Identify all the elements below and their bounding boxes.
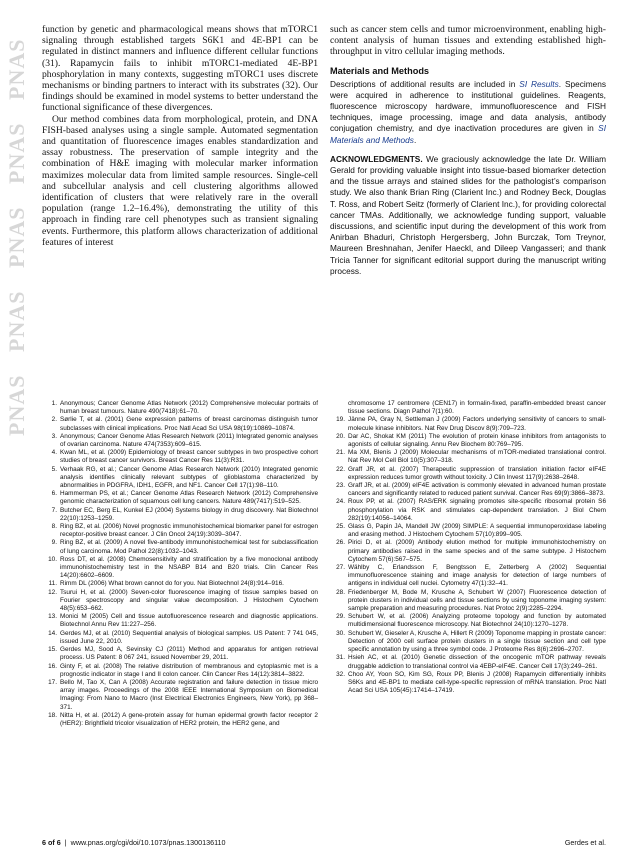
reference-number: 28. <box>336 588 345 596</box>
reference-number: 32. <box>336 670 345 678</box>
page-number: 6 of 6 <box>42 838 61 847</box>
references-left-column <box>42 400 318 728</box>
reference-text: Ring BZ, et al. (2009) A novel five-antibody immunohistochemical test for subclassification of lung carcinoma. Mod Pathol 22(8):1032–1043. <box>60 539 318 555</box>
reference-item <box>42 712 318 728</box>
reference-number: 9. <box>51 539 57 547</box>
reference-item <box>330 671 606 696</box>
reference-item <box>42 663 318 679</box>
reference-number: 6. <box>51 490 57 498</box>
reference-number: 1. <box>51 400 57 407</box>
reference-number: 5. <box>51 465 57 473</box>
reference-text: Dar AC, Shokat KM (2011) The evolution of protein kinase inhibitors from antagonists to agonists of cellular signaling. Annu Rev Biochem 80:769–795. <box>348 432 606 449</box>
reference-item <box>42 523 318 539</box>
page-footer <box>42 838 606 848</box>
reference-text: chromosome 17 centromere (CEN17) in formalin-fixed, paraffin-embedded breast cancer tissue sections. Diagn Pathol 7(1):60. <box>348 400 606 416</box>
reference-text: Schubert W, Gieseler A, Krusche A, Hillert R (2009) Toponome mapping in prostate cancer: Detection of 2000 cell surface protein clusters in a single tissue section and cell type specific annotation by using a three symbol code. J Proteome Res 8(6):2696–2707. <box>348 629 606 654</box>
reference-text: Verhaak RG, et al.; Cancer Genome Atlas Research Network (2010) Integrated genomic analysis identifies clinically relevant subtypes of glioblastoma characterized by abnormalities in PDGFRA, IDH1, EGFR, and NF1. Cancer Cell 17(1):98–110. <box>60 465 318 490</box>
si-methods-link[interactable]: SI Materials and Methods <box>330 123 606 145</box>
reference-number: 20. <box>336 432 345 440</box>
reference-text: Ring BZ, et al. (2006) Novel prognostic immunohistochemical biomarker panel for estrogen receptor-positive breast cancer. J Clin Oncol 24(19):3039–3047. <box>60 523 318 539</box>
reference-text: Roux PP, et al. (2007) RAS/ERK signaling promotes site-specific ribosomal protein S6 phosphorylation via RSK and stimulates cap-dependent translation. J Biol Chem 282(19):14056–14064. <box>348 498 606 522</box>
reference-number: 19. <box>336 416 345 424</box>
reference-text: Hsieh AC, et al. (2010) Genetic dissection of the oncogenic mTOR pathway reveals druggable addiction to translational control via 4EBP-eIF4E. Cancer Cell 17(3):249–261. <box>348 654 606 670</box>
reference-text: Nitta H, et al. (2012) A gene-protein assay for human epidermal growth factor receptor 2 (HER2): Brightfield tricolor visualization of HER2 protein, the HER2 gene, and <box>60 711 318 727</box>
reference-number: 23. <box>336 482 345 490</box>
reference-text: Rimm DL (2006) What brown cannot do for you. Nat Biotechnol 24(8):914–916. <box>60 580 284 588</box>
reference-text: Pirici D, et al. (2009) Antibody elution method for multiple immunohistochemistry on primary antibodies raised in the same species and of the same subtype. J Histochem Cytochem 57(6):567–575. <box>348 539 606 563</box>
footer-left: 6 of 6 | www.pnas.org/cgi/doi/10.1073/pnas.1300136110 <box>42 838 226 847</box>
reference-number: 18. <box>48 711 57 719</box>
pnas-logo-word: PNAS <box>4 374 29 436</box>
pnas-logo-word: PNAS <box>4 38 29 100</box>
reference-text: Sørlie T, et al. (2001) Gene expression patterns of breast carcinomas distinguish tumor subclasses with clinical implications. Proc Natl Acad Sci USA 98(19):10869–10874. <box>60 416 318 432</box>
reference-number: 3. <box>51 432 57 440</box>
reference-item <box>330 523 606 539</box>
acknowledgments-text: We graciously acknowledge the late Dr. William Gerald for providing valuable insight into tissue-based biomarker detection and the tissue arrays and stained slides for the pathologist’s comparison study. We also thank Brian Ring (Clarient Inc.) and Rodney Beck, Douglas T. Ross, and Robert Seitz (formerly of Clarient Inc.), for providing colorectal cancer TMAs. Additionally, we acknowledge funding support, valuable discussions, and scientific input during the development of this work from Anirban Bhaduri, Christoph Hergersberg, John Burczak, Tom Treynor, Maureen Breshnahan, Jenifer Haeckl, and Dileep Vangasseri; and thank Tricia Tanner for significant editorial support during the manuscript writing process. <box>330 153 606 276</box>
discussion-column-left <box>42 24 318 248</box>
reference-item <box>330 416 606 432</box>
body-paragraph: function by genetic and pharmacological means shows that mTORC1 signaling through established targets S6K1 and 4E-BP1 can be regulated in distinct manners and influence different cellular functions (31). Rapamycin fails to inhibit mTORC1-mediated 4E-BP1 phosphorylation in many contexts, suggesting mTORC1 uses discrete mechanisms or binding partners to interact with its substrates (32). Our findings should be examined in model systems to better understand the functional significance of these divergences. <box>42 24 318 114</box>
reference-number <box>330 400 348 416</box>
si-results-link[interactable]: SI Results <box>519 78 559 89</box>
reference-text: Ginty F, et al. (2008) The relative distribution of membranous and cytoplasmic met is a prognostic indicator in stage I and II colon cancer. Clin Cancer Res 14(12):3814–3822. <box>60 662 318 678</box>
reference-item <box>330 433 606 449</box>
reference-text: Butcher EC, Berg EL, Kunkel EJ (2004) Systems biology in drug discovery. Nat Biotechnol 22(10):1253–1259. <box>60 506 318 522</box>
references-right-column <box>330 400 606 695</box>
reference-text: Monici M (2005) Cell and tissue autofluorescence research and diagnostic applications. Biotechnol Annu Rev 11:227–256. <box>60 613 318 629</box>
reference-item <box>330 613 606 629</box>
reference-item <box>330 400 606 416</box>
reference-item <box>42 416 318 432</box>
reference-number: 11. <box>48 580 57 588</box>
reference-item <box>42 613 318 629</box>
reference-text: Glass G, Papin JA, Mandell JW (2009) SIMPLE: A sequential immunoperoxidase labeling and erasing method. J Histochem Cytochem 57(10):899–905. <box>348 523 606 539</box>
reference-number: 10. <box>48 555 57 563</box>
reference-item <box>330 482 606 498</box>
methods-paragraph <box>330 79 606 146</box>
reference-text: Choo AY, Yoon SO, Kim SG, Roux PP, Blenis J (2008) Rapamycin differentially inhibits S6Ks and 4E-BP1 to mediate cell-type-specific repression of mRNA translation. Proc Natl Acad Sci USA 105(45):17414–17419. <box>348 670 606 695</box>
reference-item <box>330 498 606 523</box>
body-paragraph: Our method combines data from morphological, protein, and DNA FISH-based analyses using a single sample. Automated segmentation and quantitation of fluorescence images enables standardization and assay robustness. The preservation of sample integrity and the combination of H&E imaging with molecular marker information maximizes molecular data from limited sample resources. Single-cell and subcellular analysis and cell clustering algorithms allowed identification of clusters that were relatively rare in the overall population (range 1.2–16.4%), demonstrating the utility of this approach in finding rare cell phenotypes such as transient signaling events. Furthermore, this platform allows characterization of additional features of interest <box>42 113 318 248</box>
reference-item <box>330 564 606 589</box>
reference-item <box>42 630 318 646</box>
reference-text: Schubert W, et al. (2006) Analyzing proteome topology and function by automated multidimensional fluorescence microscopy. Nat Biotechnol 24(10):1270–1278. <box>348 613 606 629</box>
methods-heading: Materials and Methods <box>330 65 430 76</box>
reference-item <box>42 449 318 465</box>
reference-text: Anonymous; Cancer Genome Atlas Network (2012) Comprehensive molecular portraits of human breast tumours. Nature 490(7418):61–70. <box>60 400 318 416</box>
reference-number: 30. <box>336 629 345 637</box>
reference-item <box>330 654 606 670</box>
reference-item <box>42 556 318 581</box>
reference-number: 31. <box>336 654 345 662</box>
reference-number: 14. <box>48 629 57 637</box>
reference-number: 15. <box>48 646 57 654</box>
reference-number: 17. <box>48 678 57 686</box>
pnas-side-logo <box>4 24 30 444</box>
reference-item <box>42 539 318 555</box>
reference-text: Ma XM, Blenis J (2009) Molecular mechanisms of mTOR-mediated translational control. Nat Rev Mol Cell Biol 10(5):307–318. <box>348 449 606 465</box>
reference-text: Kwan ML, et al. (2009) Epidemiology of breast cancer subtypes in two prospective cohort studies of breast cancer survivors. Breast Cancer Res 11(3):R31. <box>60 449 318 465</box>
reference-text: Tsurui H, et al. (2000) Seven-color fluorescence imaging of tissue samples based on Fourier spectroscopy and singular value decomposition. J Histochem Cytochem 48(5):653–662. <box>60 588 318 613</box>
pnas-logo-word: PNAS <box>4 122 29 184</box>
reference-number: 2. <box>51 416 57 424</box>
reference-item <box>330 539 606 564</box>
reference-text: Anonymous; Cancer Genome Atlas Research Network (2011) Integrated genomic analyses of ovarian carcinoma. Nature 474(7353):609–615. <box>60 432 318 449</box>
reference-text: Bello M, Tao X, Can A (2008) Accurate registration and failure detection in tissue micro array images. Proceedings of the 2008 IEEE International Symposium on Biomedical Imaging: From Nano to Macro (Inst Electrical Electronics Engineers, New York), pp 368–371. <box>60 678 318 711</box>
reference-item <box>330 466 606 482</box>
methods-text: . Specimens were acquired in adherence to institutional guidelines. Reagents, fluorescence microscopy hardware, immunofluorescence and FISH techniques, image processing, image and data analysis, antibody conjugation chemistry, and dye inactivation procedures are given in <box>330 78 606 134</box>
reference-text: Ross DT, et al. (2008) Chemosensitivity and stratification by a five monoclonal antibody immunohistochemistry test in the NSABP B14 and B20 trials. Clin Cancer Res 14(20):6602–6609. <box>60 555 318 580</box>
reference-number: 16. <box>48 662 57 670</box>
reference-text: Friedenberger M, Bode M, Krusche A, Schubert W (2007) Fluorescence detection of protein clusters in individual cells and tissue sections by using toponome imaging system: sample preparation and measuring procedures. Nat Protoc 2(9):2285–2294. <box>348 588 606 613</box>
reference-item <box>42 589 318 614</box>
reference-item <box>330 630 606 655</box>
reference-number: 22. <box>336 465 345 473</box>
reference-item <box>42 490 318 506</box>
reference-text: Gerdes MJ, Sood A, Sevinsky CJ (2011) Method and apparatus for antigen retrieval process. US Patent: 8 067 241, issued November 29, 2011. <box>60 646 318 662</box>
discussion-column-right <box>330 24 606 277</box>
body-paragraph: such as cancer stem cells and tumor microenvironment, enabling high-content analysis of human tissues and extending established high-throughput in vitro cellular imaging methods. <box>330 24 606 58</box>
reference-number: 24. <box>336 498 345 506</box>
reference-text: Hammerman PS, et al.; Cancer Genome Atlas Research Network (2012) Comprehensive genomic characterization of squamous cell lung cancers. Nature 489(7417):519–525. <box>60 490 318 506</box>
pnas-logo-word: PNAS <box>4 206 29 268</box>
reference-item <box>42 679 318 712</box>
reference-number: 25. <box>336 523 345 531</box>
footer-author: Gerdes et al. <box>564 838 606 847</box>
reference-text: Gerdes MJ, et al. (2010) Sequential analysis of biological samples. US Patent: 7 741 045, issued June 22, 2010. <box>60 629 318 645</box>
reference-item <box>42 400 318 416</box>
reference-item <box>42 580 318 588</box>
reference-number: 12. <box>48 588 57 596</box>
reference-text: Jänne PA, Gray N, Settleman J (2009) Factors underlying sensitivity of cancers to small-molecule kinase inhibitors. Nat Rev Drug Discov 8(9):709–723. <box>348 416 606 432</box>
acknowledgments-paragraph <box>330 154 606 277</box>
reference-item <box>42 507 318 523</box>
methods-text: . <box>413 134 417 145</box>
reference-number: 7. <box>51 506 57 514</box>
reference-number: 29. <box>336 613 345 621</box>
reference-item <box>42 466 318 491</box>
reference-number: 13. <box>48 613 57 621</box>
reference-text: Graff JR, et al. (2007) Therapeutic suppression of translation initiation factor eIF4E expression reduces tumor growth without toxicity. J Clin Invest 117(9):2638–2648. <box>348 465 606 481</box>
acknowledgments-label: ACKNOWLEDGMENTS. <box>330 153 423 164</box>
reference-number: 21. <box>336 449 345 457</box>
reference-item <box>42 433 318 449</box>
reference-text: Graff JR, et al. (2009) eIF4E activation is commonly elevated in advanced human prostate cancers and significantly related to reduced patient survival. Cancer Res 69(9):3866–3873. <box>348 482 606 498</box>
methods-text: Descriptions of additional results are included in <box>330 78 520 89</box>
doi-link[interactable]: www.pnas.org/cgi/doi/10.1073/pnas.1300136110 <box>70 838 226 847</box>
reference-number: 26. <box>336 539 345 547</box>
reference-number: 4. <box>51 449 57 457</box>
reference-item <box>330 589 606 614</box>
reference-item <box>42 646 318 662</box>
reference-item <box>330 449 606 465</box>
reference-number: 8. <box>51 523 57 531</box>
reference-text: Wählby C, Erlandsson F, Bengtsson E, Zetterberg A (2002) Sequential immunofluorescence staining and image analysis for detection of large numbers of antigens in individual cell nuclei. Cytometry 47(1):32–41. <box>348 564 606 588</box>
reference-number: 27. <box>336 564 345 572</box>
pnas-logo-word: PNAS <box>4 290 29 352</box>
